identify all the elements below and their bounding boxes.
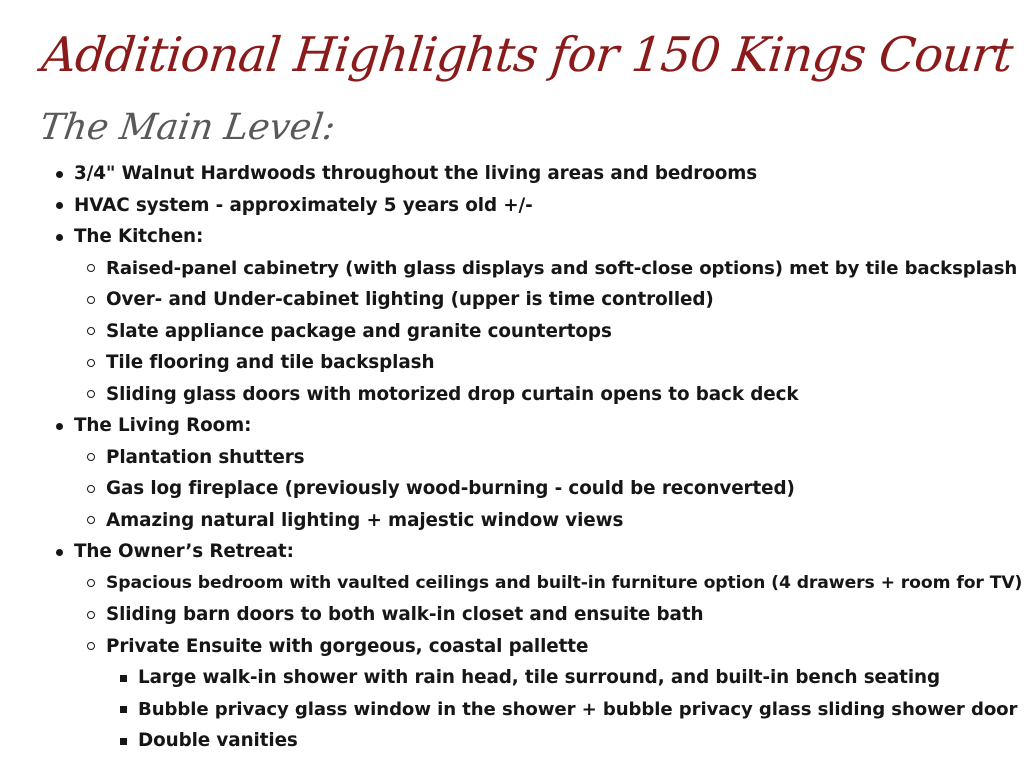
list-item-level-2: [0, 347, 1024, 379]
section-heading: The Main Level:: [37, 107, 338, 148]
page-title: Additional Highlights for 150 Kings Court: [39, 28, 1015, 83]
disc-bullet-icon: [56, 234, 63, 241]
disc-bullet-icon: [56, 549, 63, 556]
circle-bullet-icon: [87, 579, 95, 587]
list-item-text: The Kitchen:: [74, 226, 204, 247]
list-item-level-2: [0, 505, 1024, 537]
list-item-text: Large walk-in shower with rain head, tile surround, and built-in bench seating: [138, 667, 941, 688]
list-item-text: HVAC system - approximately 5 years old +/-: [74, 194, 533, 216]
list-item-text: 3/4" Walnut Hardwoods throughout the living areas and bedrooms: [74, 163, 758, 184]
list-item-level-1: [0, 221, 1024, 253]
list-item-text: Plantation shutters: [106, 446, 305, 468]
list-item-text: Tile flooring and tile backsplash: [106, 352, 435, 373]
square-bullet-icon: [120, 675, 127, 682]
square-bullet-icon: [120, 738, 127, 745]
square-bullet-icon: [120, 706, 127, 713]
list-item-level-3: [0, 725, 1024, 757]
circle-bullet-icon: [87, 611, 95, 619]
circle-bullet-icon: [87, 516, 95, 524]
list-item-text: Raised-panel cabinetry (with glass displays and soft-close options) met by tile backsplash: [106, 257, 1018, 279]
circle-bullet-icon: [87, 485, 95, 493]
list-item-text: Spacious bedroom with vaulted ceilings and built-in furniture option (4 drawers + room for TV): [106, 572, 1023, 593]
list-item-text: The Living Room:: [74, 415, 252, 436]
list-item-level-2: [0, 568, 1024, 600]
list-item-level-2: [0, 631, 1024, 663]
list-item-text: Sliding barn doors to both walk-in closet and ensuite bath: [106, 604, 704, 625]
list-item-text: Double vanities: [138, 730, 298, 751]
circle-bullet-icon: [87, 359, 95, 367]
list-item-text: Slate appliance package and granite countertops: [106, 320, 612, 342]
list-item-level-3: [0, 694, 1024, 726]
list-item-level-2: [0, 442, 1024, 474]
list-item-level-3: [0, 662, 1024, 694]
list-item-level-2: [0, 379, 1024, 411]
circle-bullet-icon: [87, 453, 95, 461]
list-item-text: Sliding glass doors with motorized drop curtain opens to back deck: [106, 383, 799, 405]
list-item-text: Amazing natural lighting + majestic window views: [106, 509, 624, 531]
list-item-text: The Owner’s Retreat:: [74, 541, 294, 562]
list-item-text: Gas log fireplace (previously wood-burning - could be reconverted): [106, 478, 795, 499]
circle-bullet-icon: [87, 642, 95, 650]
circle-bullet-icon: [87, 390, 95, 398]
highlights-list: [0, 158, 1024, 757]
list-item-level-2: [0, 284, 1024, 316]
list-item-level-2: [0, 253, 1024, 285]
list-item-text: Over- and Under-cabinet lighting (upper is time controlled): [106, 289, 714, 310]
disc-bullet-icon: [56, 171, 63, 178]
list-item-level-1: [0, 536, 1024, 568]
circle-bullet-icon: [87, 327, 95, 335]
list-item-level-1: [0, 410, 1024, 442]
circle-bullet-icon: [87, 264, 95, 272]
list-item-text: Bubble privacy glass window in the shower + bubble privacy glass sliding shower door: [138, 698, 1018, 720]
list-item-level-2: [0, 473, 1024, 505]
disc-bullet-icon: [56, 202, 63, 209]
circle-bullet-icon: [87, 296, 95, 304]
disc-bullet-icon: [56, 423, 63, 430]
list-item-level-2: [0, 599, 1024, 631]
list-item-level-1: [0, 190, 1024, 222]
list-item-level-1: [0, 158, 1024, 190]
list-item-text: Private Ensuite with gorgeous, coastal pallette: [106, 635, 589, 657]
list-item-level-2: [0, 316, 1024, 348]
